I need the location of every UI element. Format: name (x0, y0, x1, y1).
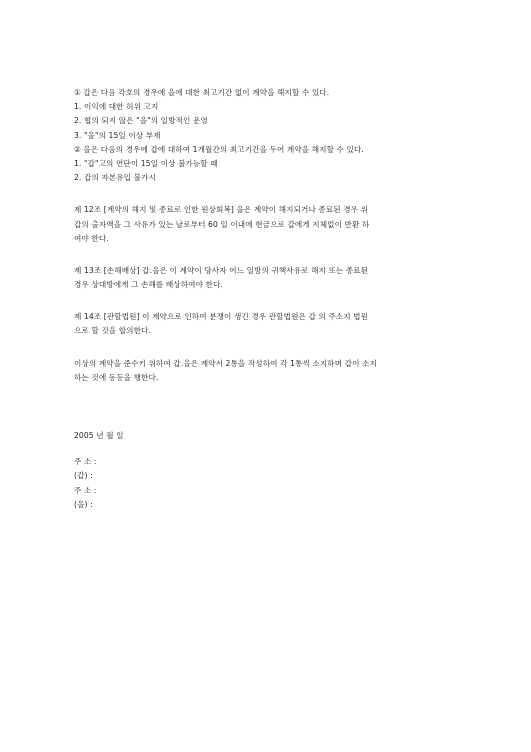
article-line: 갑의 출자액을 그 사유가 있는 날로부터 60 일 이내에 현금으로 갑에게 지체없이 반환 하 (74, 219, 370, 229)
clause-line: 3. "을"의 15일 이상 부재 (74, 130, 161, 140)
clause-line: 2. 갑의 자본유입 불가시 (74, 173, 156, 183)
clause-line: 1. "갑"고의 연단이 15일 이상 불가능할 때 (74, 158, 218, 168)
clause-line: ① 갑은 다음 각호의 경우에 을에 대한 최고기간 없이 계약을 해지할 수 있다. (74, 88, 330, 97)
signature-line: 주 소 : (74, 457, 97, 467)
article-line: 제 13조 [손해배상] 갑․을은 이 계약이 당사자 어느 일방의 귀책사유로 해지 또는 종료된 (74, 265, 369, 275)
closing-line: 하는 것에 동등을 행한다. (74, 372, 159, 382)
clause-line: ② 을은 다음의 경우에 갑에 대하여 1개월간의 최고기간을 두어 계약을 해지할 수 있다. (74, 144, 364, 154)
clause-line: 1. 이익에 대한 허위 고지 (74, 102, 159, 112)
termination-clause (74, 86, 474, 185)
signature-line: (갑) : (74, 471, 93, 481)
article-line: 제 14조 [관할법원] 이 계약으로 인하여 분쟁이 생긴 경우 관할법원은 갑 의 주소지 법원 (74, 312, 369, 322)
signature-line: (을) : (74, 499, 93, 509)
article-line: 제 12조 [계약의 해지 및 종료로 인한 원상회복] 을은 계약이 해지되거나 종료된 경우 위 (74, 205, 369, 215)
article-line: 으로 할 것을 합의한다. (74, 326, 151, 336)
closing-line: 이상의 계약을 준수키 위하여 갑․을은 계약서 2통을 작성하여 각 1통씩 소지하며 갑이 소지 (74, 358, 377, 368)
closing-statement (74, 357, 474, 385)
article-13 (74, 264, 474, 292)
article-12 (74, 203, 474, 246)
document-body (74, 86, 474, 512)
article-line: 경우 상대방에게 그 손해를 배상하여야 한다. (74, 280, 223, 290)
signature-block (74, 455, 474, 512)
clause-line: 2. 협의 되지 않은 "을"의 일방적인 운영 (74, 116, 208, 126)
signature-line: 주 소 : (74, 485, 97, 495)
article-line: 여야 한다. (74, 233, 109, 243)
contract-date: 2005 년 월 일 (74, 431, 124, 440)
article-14 (74, 310, 474, 338)
